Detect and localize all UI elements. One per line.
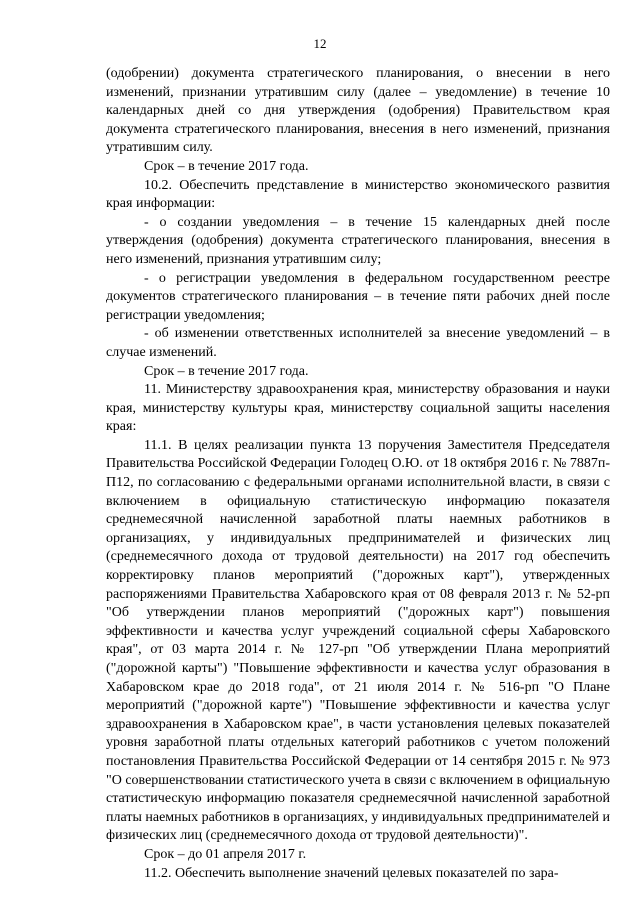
paragraph-item-11-2: 11.2. Обеспечить выполнение значений целевых показателей по зара-: [144, 865, 559, 881]
paragraph-bullet-change: - об изменении ответственных исполнителей за внесение уведомлений – в случае изменений.: [106, 326, 610, 360]
paragraph-continuation: (одобрении) документа стратегического планирования, о внесении в него изменений, признании утратившим силу (далее – уведомление) в течение 10 календарных дней со дня утверждения (одобрения) Правительством края документа стратегического планирования, внесения в него изменений, признания утратившим силу.: [106, 66, 610, 156]
paragraph-item-11: 11. Министерству здравоохранения края, министерству образования и науки края, министерству культуры края, министерству социальной защиты населения края:: [106, 382, 610, 435]
paragraph-deadline: Срок – в течение 2017 года.: [144, 158, 309, 174]
paragraph-deadline: Срок – в течение 2017 года.: [144, 363, 309, 379]
page-number: 12: [313, 36, 327, 51]
paragraph-bullet-registration: - о регистрации уведомления в федеральном государственном реестре документов стратегического планирования – в течение пяти рабочих дней после регистрации уведомления;: [106, 270, 610, 323]
paragraph-deadline: Срок – до 01 апреля 2017 г.: [144, 846, 307, 862]
paragraph-bullet-creation: - о создании уведомления – в течение 15 календарных дней после утверждения (одобрения) документа стратегического планирования, внесения в него изменений, признания утратившим силу;: [106, 214, 610, 267]
document-body: [106, 65, 610, 883]
paragraph-item-10-2: 10.2. Обеспечить представление в министерство экономического развития края информации:: [106, 177, 610, 212]
paragraph-item-11-1: 11.1. В целях реализации пункта 13 поручения Заместителя Председателя Правительства Российской Федерации Голодец О.Ю. от 18 октября 2016 г. № 7887п-П12, по согласованию с федеральными органами исполнительной власти, в связи с включением в официальную статистическую информацию показателя среднемесячной начисленной заработной платы наемных работников в организациях, у индивидуальных предпринимателей и физических лиц (среднемесячного дохода от трудовой деятельности) на 2017 год обеспечить корректировку планов мероприятий ("дорожных карт"), утвержденных распоряжениями Правительства Хабаровского края от 08 февраля 2013 г. № 52-рп "Об утверждении планов мероприятий ("дорожных карт") повышения эффективности и качества услуг учреждений социальной сферы Хабаровского края", от 03 марта 2014 г. № 127-рп "Об утверждении Плана мероприятий ("дорожной карты") "Повышение эффективности и качества услуг образования в Хабаровском крае до 2018 года", от 21 июля 2014 г. № 516-рп "О Плане мероприятий ("дорожной карте") "Повышение эффективности и качества услуг здравоохранения в Хабаровском крае", в части установления целевых показателей уровня заработной платы отдельных категорий работников с учетом положений постановления Правительства Российской Федерации от 14 сентября 2015 г. № 973 "О совершенствовании статистического учета в связи с включением в официальную статистическую информацию показателя среднемесячной начисленной заработной платы наемных работников в организациях, у индивидуальных предпринимателей и физических лиц (среднемесячного дохода от трудовой деятельности)".: [106, 437, 610, 844]
